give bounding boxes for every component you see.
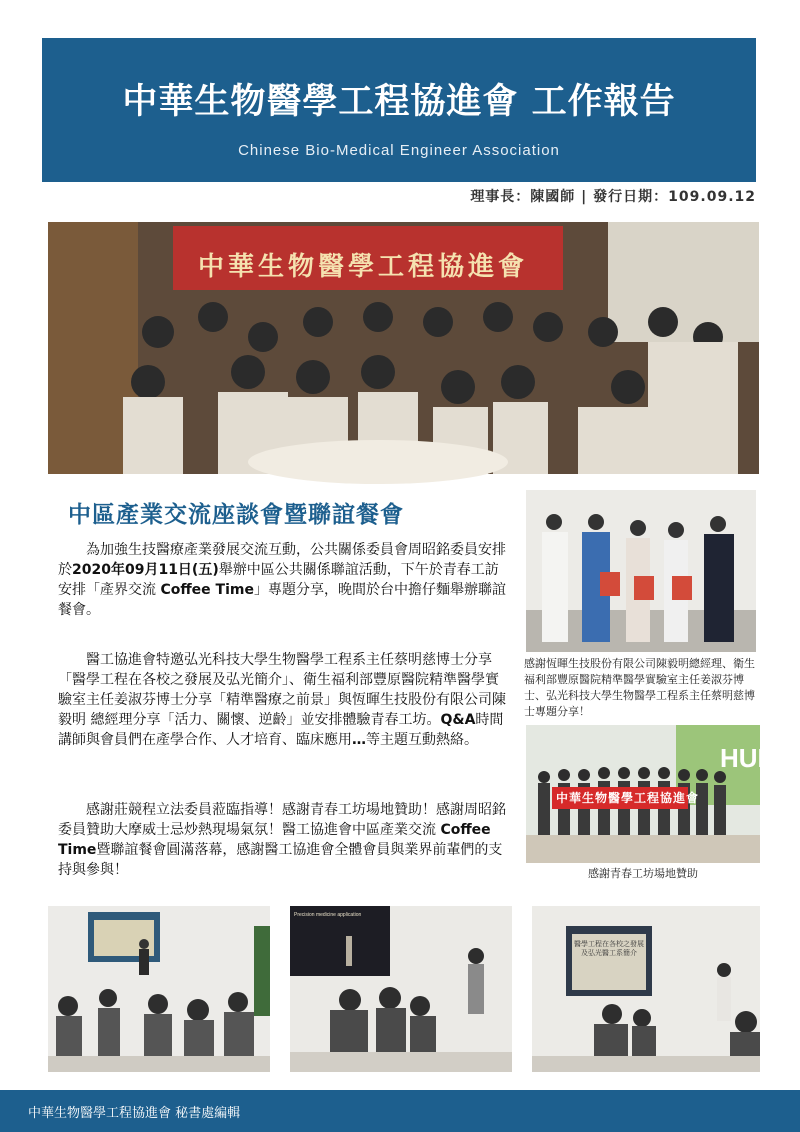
article-headline: 中區產業交流座談會暨聯誼餐會 [68,502,404,528]
speakers-caption: 感謝恆暉生技股份有限公司陳毅明總經理、衛生福利部豐原醫院精準醫學實驗室主任姜淑芬博士、弘光科技大學生物醫學工程系主任蔡明慈博士專題分享！ [524,657,755,718]
header-banner [42,38,756,182]
slide-title-text: Precision medicine application [294,912,362,918]
venue-caption: 感謝青春工坊場地贊助 [588,867,698,880]
article-paragraph-3: 感謝莊競程立法委員蒞臨指導！感謝青春工坊場地贊助！感謝周昭銘委員贊助大摩威士忌炒熱現場氣氛！醫工協進會中區產業交流 Coffee Time暨聯誼餐會圓滿落幕，感謝醫工協進會全體會員與業界前輩們的支持與參與！ [58,802,506,878]
venue-group-photo [526,725,777,863]
slide-title-text: 醫學工程在各校之發展及弘光醫工系簡介 [574,940,644,957]
main-group-photo [48,222,759,474]
group-banner-text: 中華生物醫學工程協進會 [556,791,700,805]
seminar-photo-3 [532,906,760,1072]
seminar-photo-2 [290,906,512,1072]
photo-banner-text: 中華生物醫學工程協進會 [198,252,529,282]
footer-bar [0,1090,800,1132]
issue-meta: 理事長：陳國師 | 發行日期：109.09.12 [470,189,756,205]
wall-lettering: HUR [720,743,777,773]
article-paragraph-2: 醫工協進會特邀弘光科技大學生物醫學工程系主任蔡明慈博士分享「醫學工程在各校之發展及弘光簡介」、衛生福利部豐原醫院精準醫學實驗室主任姜淑芬博士分享「精準醫療之前景」與恆暉生技股份有限公司陳毅明 總經理分享「活力、關懷、逆齡」並安排體驗青春工坊。Q&A時間講師與會員們在產學合作、人才培育、臨床應用…等主題互動熱絡。 [58,652,506,748]
report-subtitle: Chinese Bio-Medical Engineer Association [238,142,560,159]
article-paragraph-1: 為加強生技醫療產業發展交流互動，公共關係委員會周昭銘委員安排於2020年09月11日(五)舉辦中區公共關係聯誼活動，下午於青春工訪安排「產界交流 Coffee Time」專題分享，晚間於台中擔仔麵舉辦聯誼餐會。 [58,542,506,618]
footer-text: 中華生物醫學工程協進會 秘書處編輯 [28,1106,241,1121]
seminar-photo-1 [48,906,270,1072]
speakers-photo [526,490,756,652]
report-title: 中華生物醫學工程協進會 工作報告 [122,82,676,122]
